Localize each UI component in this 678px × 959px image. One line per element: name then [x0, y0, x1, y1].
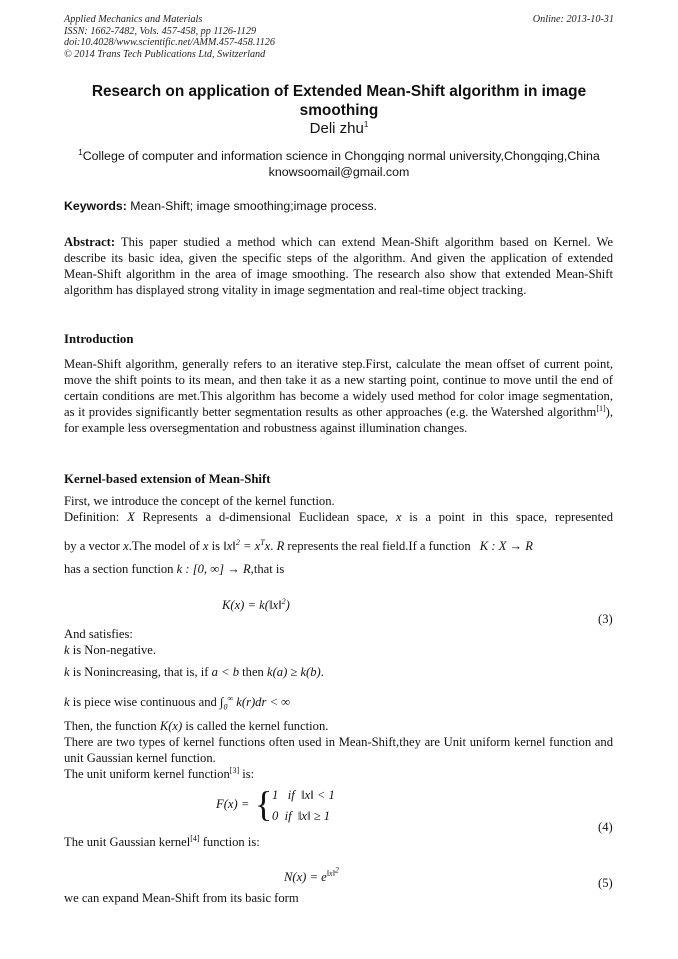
email: knowsoomail@gmail.com [268, 165, 410, 179]
c2a: is Nonincreasing, that is, if [69, 665, 212, 679]
R: R [276, 539, 285, 553]
equation-4-case-1: 1 if ‖x‖ < 1 [272, 788, 335, 802]
issn: ISSN: 1662-7482, Vols. 457-458, pp 1126-1129 [64, 25, 257, 37]
author-sup: 1 [363, 120, 369, 129]
def-b: Represents a d-dimensional Euclidean space, [134, 510, 396, 524]
paper-title: Research on application of Extended Mean-Shift algorithm in image smoothing [91, 83, 587, 119]
gauss-a: The unit Gaussian kernel [64, 835, 191, 849]
k3: k [64, 695, 70, 709]
equation-3: K(x) = k(‖x‖$^2$) [222, 596, 290, 612]
affil-line: College of computer and information science in Chongqing normal university,Chongqing,China [82, 149, 600, 163]
copyright: © 2014 Trans Tech Publications Ltd, Switzerland [64, 48, 266, 60]
kernel-intro: First, we introduce the concept of the kernel function. [64, 494, 335, 508]
left-brace: { [255, 784, 273, 824]
gauss-b: function is: [199, 835, 260, 849]
uniform-line [64, 766, 254, 782]
intro-text-b: ), for example less oversegmentation and robustness against illumination changes. [64, 405, 613, 435]
expand-line: we can expand Mean-Shift from its basic form [64, 891, 299, 905]
kernel-heading: Kernel-based extension of Mean-Shift [64, 472, 271, 486]
online-date: Online: 2013-10-31 [532, 14, 614, 25]
abstract-label: Abstract: [64, 235, 116, 249]
equation-4-case-2: 0 if ‖x‖ ≥ 1 [272, 809, 331, 823]
gauss-cite: [4] [190, 833, 200, 843]
affiliation [40, 148, 638, 180]
Kx: K(x) [159, 719, 183, 733]
condition-2: k is Nonincreasing, that is, if a < b then k(a) ≥ k(b). [64, 665, 324, 679]
l3c: is [208, 539, 224, 553]
eq-number-3: (3) [598, 612, 613, 626]
satisfies: And satisfies: [64, 627, 133, 641]
section-formula: k : [0, ∞] → R [176, 562, 251, 576]
intro-heading: Introduction [64, 332, 134, 346]
intro-text-a: Mean-Shift algorithm, generally refers to an iterative step.First, calculate the mean offset of current point, move the shift points to its mean, and then take it as a new starting point, continue to move until the end of certain conditions are met.This algorithm has become a widely used method for color image segmentation, as it provides significantly better segmentation results as other approaches (e.g. the Watershed algorithm [64, 357, 613, 419]
condition-1 [64, 642, 156, 658]
doi: doi:10.4028/www.scientific.net/AMM.457-458.1126 [64, 37, 275, 48]
c1: is Non-negative. [69, 643, 156, 657]
abstract-text: This paper studied a method which can extend Mean-Shift algorithm based on Kernel. We describe its basic idea, given the specific steps of the algorithm. And given the application of extended Mean-Shift algorithm in the area of image smoothing. The research also show that extended Mean-Shift algorithm has displayed strong vitality in image segmentation and real-time object tracking. [64, 235, 613, 297]
intro-paragraph [64, 356, 613, 436]
two-types: There are two types of kernel functions often used in Mean-Shift,they are Unit uniform kernel function and unit Gaussian kernel function. [64, 735, 613, 765]
keywords-text: Mean-Shift; image smoothing;image process. [126, 199, 378, 213]
uniform-cite: [3] [229, 765, 240, 775]
l3a: by a vector [64, 539, 124, 553]
k2: k [64, 665, 70, 679]
equation-5: $N(x) = e^{‖x‖^2}$ [284, 865, 339, 884]
k1: k [64, 643, 70, 657]
map-formula: K : X → R [479, 539, 533, 553]
l3b: .The model of [128, 539, 203, 553]
vec-x: x [123, 539, 129, 553]
model-line [64, 538, 533, 554]
def-X: X [127, 510, 135, 524]
def-a: Definition: [64, 510, 128, 524]
integral: $\int_0^\infty$ k(r)dr < ∞ [220, 693, 291, 712]
ineq-k: k(a) ≥ k(b) [266, 665, 321, 679]
def-c: is a point in this space, represented [401, 510, 613, 524]
l4b: ,that is [250, 562, 285, 576]
intro-cite: [1] [596, 403, 606, 413]
keywords-label: Keywords: [64, 199, 127, 213]
then-b: is called the kernel function. [182, 719, 329, 733]
eq-number-4: (4) [598, 820, 613, 834]
def-x: x [395, 510, 402, 524]
abstract [64, 234, 613, 298]
author [0, 120, 678, 137]
journal-name: Applied Mechanics and Materials [64, 14, 203, 25]
condition-3 [64, 694, 290, 716]
section-function-line [64, 561, 284, 577]
affil-sup: 1 [78, 147, 83, 157]
then-line [64, 718, 328, 734]
l4a: has a section function [64, 562, 177, 576]
eq-number-5: (5) [598, 876, 613, 890]
equation-4-lhs: F(x) = [216, 797, 250, 811]
l3d: . [270, 539, 277, 553]
ineq-a: a < b [211, 665, 239, 679]
model-x: x [202, 539, 209, 553]
c3a: is piece wise continuous and [69, 695, 220, 709]
definition-line [64, 509, 613, 525]
keywords [64, 199, 377, 213]
gauss-line [64, 834, 260, 850]
uniform-b: is: [239, 767, 255, 781]
norm-formula: ‖x‖$^2$ = $x^Tx$ [223, 537, 271, 553]
l3e: represents the real field.If a function [284, 539, 474, 553]
journal-header [64, 14, 275, 60]
uniform-a: The unit uniform kernel function [64, 767, 230, 781]
author-name: Deli zhu [309, 120, 364, 137]
then-a: Then, the function [64, 719, 160, 733]
c2b: then [239, 665, 267, 679]
